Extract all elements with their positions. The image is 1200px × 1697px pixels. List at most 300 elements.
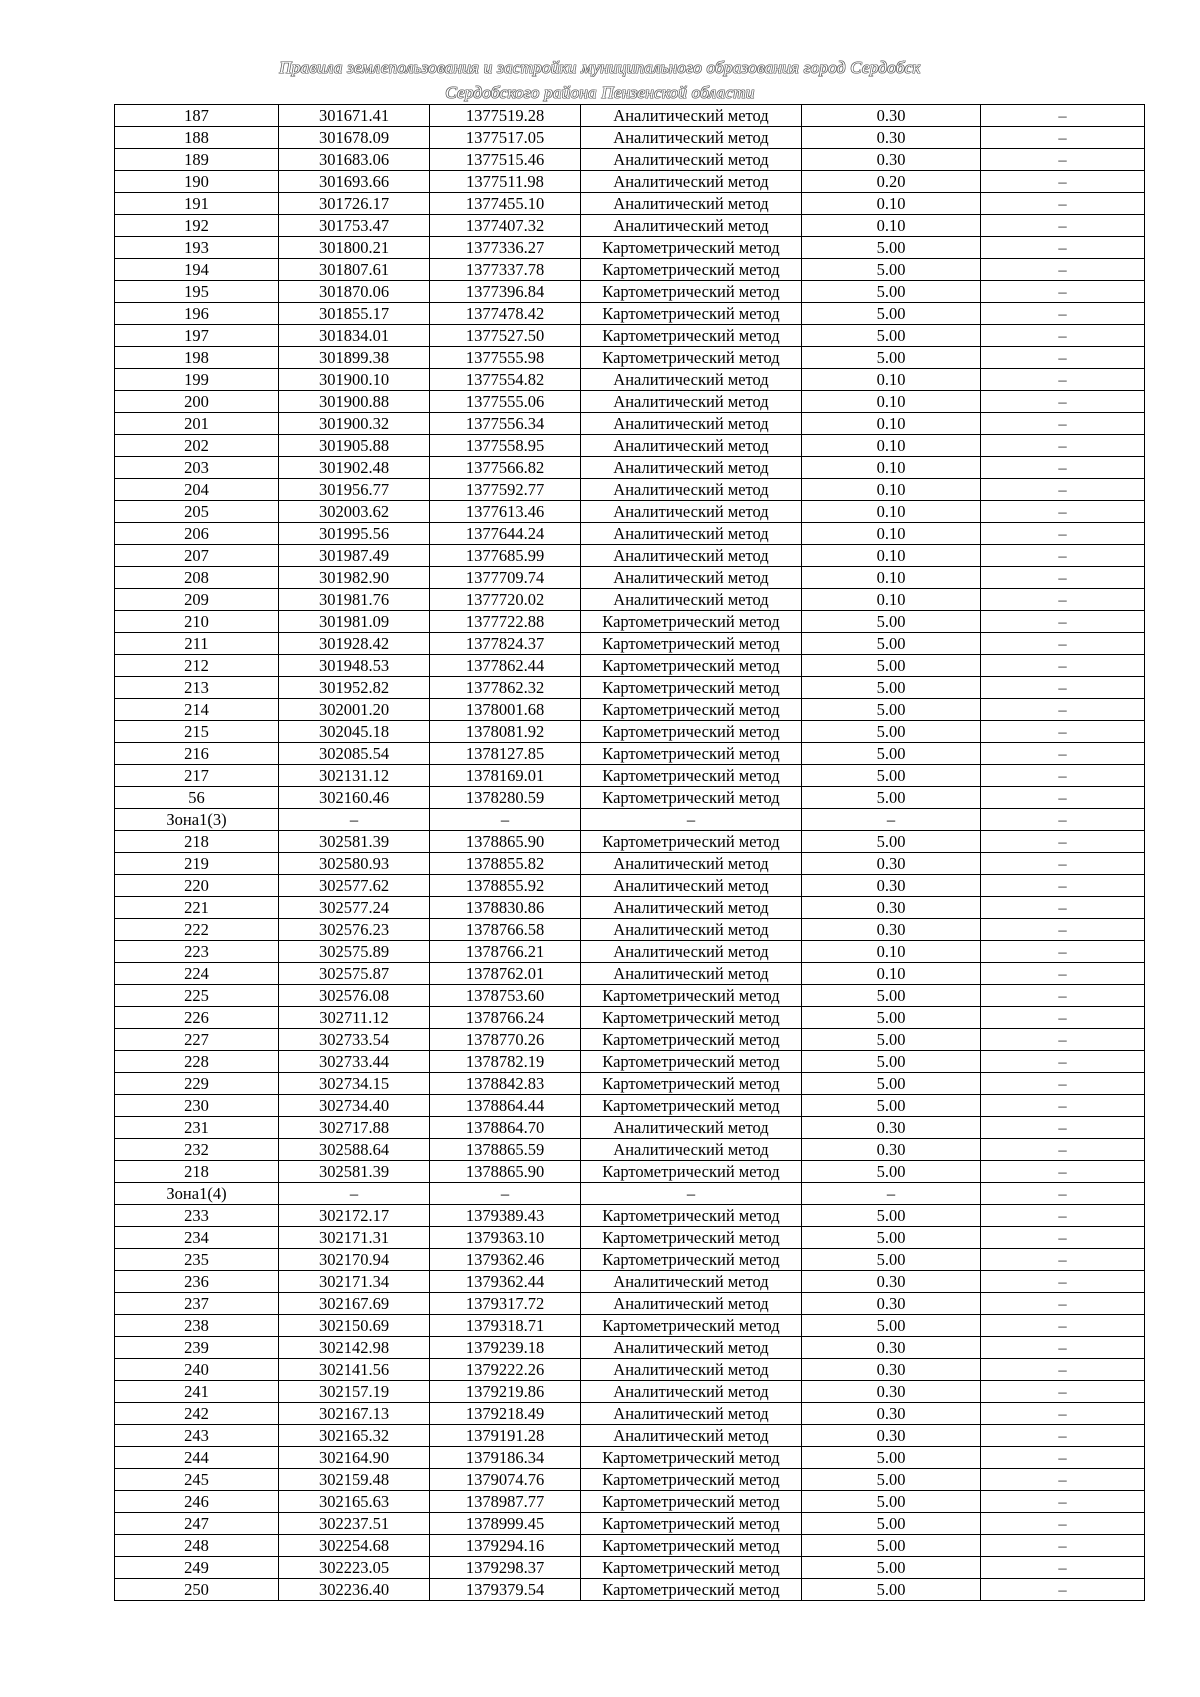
cell-method: Картометрический метод (581, 1491, 802, 1513)
cell-method: Аналитический метод (581, 1293, 802, 1315)
cell-coord-y: 1379362.44 (430, 1271, 581, 1293)
coordinates-table (114, 104, 1145, 1601)
table-row (115, 1029, 1145, 1051)
cell-coord-y: 1377336.27 (430, 237, 581, 259)
cell-coord-y: 1379362.46 (430, 1249, 581, 1271)
cell-note: – (981, 743, 1145, 765)
cell-coord-y: 1377720.02 (430, 589, 581, 611)
table-row (115, 1271, 1145, 1293)
cell-note: – (981, 567, 1145, 589)
cell-note: – (981, 303, 1145, 325)
cell-accuracy: 0.10 (802, 435, 981, 457)
cell-coord-y: – (430, 1183, 581, 1205)
cell-accuracy: 5.00 (802, 1579, 981, 1601)
cell-point-number: Зона1(4) (115, 1183, 279, 1205)
cell-accuracy: 5.00 (802, 1029, 981, 1051)
cell-point-number: 187 (115, 105, 279, 127)
cell-method: Картометрический метод (581, 347, 802, 369)
cell-note: – (981, 545, 1145, 567)
cell-coord-y: 1378855.82 (430, 853, 581, 875)
cell-accuracy: 5.00 (802, 281, 981, 303)
cell-accuracy: 0.10 (802, 963, 981, 985)
cell-method: Картометрический метод (581, 1535, 802, 1557)
cell-point-number: 200 (115, 391, 279, 413)
cell-coord-y: 1378753.60 (430, 985, 581, 1007)
table-row (115, 171, 1145, 193)
cell-note: – (981, 523, 1145, 545)
cell-point-number: 226 (115, 1007, 279, 1029)
cell-point-number: 250 (115, 1579, 279, 1601)
cell-note: – (981, 1007, 1145, 1029)
cell-point-number: 228 (115, 1051, 279, 1073)
cell-coord-x: 301928.42 (279, 633, 430, 655)
table-row (115, 215, 1145, 237)
table-row (115, 1381, 1145, 1403)
table-row (115, 479, 1145, 501)
cell-coord-x: 302577.62 (279, 875, 430, 897)
table-row (115, 875, 1145, 897)
cell-point-number: 219 (115, 853, 279, 875)
table-row (115, 985, 1145, 1007)
cell-coord-y: 1377558.95 (430, 435, 581, 457)
cell-accuracy: 5.00 (802, 1315, 981, 1337)
cell-method: Аналитический метод (581, 545, 802, 567)
cell-coord-y: 1378766.58 (430, 919, 581, 941)
cell-point-number: 189 (115, 149, 279, 171)
cell-method: Аналитический метод (581, 919, 802, 941)
cell-note: – (981, 1139, 1145, 1161)
cell-note: – (981, 1117, 1145, 1139)
cell-coord-x: 302236.40 (279, 1579, 430, 1601)
cell-method: Картометрический метод (581, 655, 802, 677)
table-row (115, 1315, 1145, 1337)
cell-note: – (981, 1535, 1145, 1557)
cell-accuracy: 0.30 (802, 1337, 981, 1359)
cell-point-number: 236 (115, 1271, 279, 1293)
cell-method: Картометрический метод (581, 1029, 802, 1051)
cell-note: – (981, 347, 1145, 369)
cell-coord-x: 302159.48 (279, 1469, 430, 1491)
cell-note: – (981, 1029, 1145, 1051)
table-row (115, 413, 1145, 435)
cell-note: – (981, 655, 1145, 677)
cell-point-number: 194 (115, 259, 279, 281)
cell-accuracy: 0.30 (802, 897, 981, 919)
cell-note: – (981, 875, 1145, 897)
cell-method: Аналитический метод (581, 523, 802, 545)
cell-point-number: 227 (115, 1029, 279, 1051)
cell-point-number: 197 (115, 325, 279, 347)
cell-method: Картометрический метод (581, 985, 802, 1007)
cell-method: Картометрический метод (581, 1073, 802, 1095)
cell-coord-y: 1378987.77 (430, 1491, 581, 1513)
cell-accuracy: 5.00 (802, 743, 981, 765)
cell-coord-x: 301981.76 (279, 589, 430, 611)
cell-coord-y: 1377613.46 (430, 501, 581, 523)
cell-method: Аналитический метод (581, 1403, 802, 1425)
cell-note: – (981, 919, 1145, 941)
cell-accuracy: 0.30 (802, 1271, 981, 1293)
cell-coord-y: 1378001.68 (430, 699, 581, 721)
cell-coord-y: 1377478.42 (430, 303, 581, 325)
cell-note: – (981, 589, 1145, 611)
cell-method: Картометрический метод (581, 1161, 802, 1183)
cell-coord-y: 1377592.77 (430, 479, 581, 501)
cell-method: Аналитический метод (581, 215, 802, 237)
cell-coord-x: 302711.12 (279, 1007, 430, 1029)
cell-coord-y: 1378855.92 (430, 875, 581, 897)
cell-note: – (981, 1337, 1145, 1359)
table-row (115, 677, 1145, 699)
cell-point-number: 202 (115, 435, 279, 457)
cell-method: Аналитический метод (581, 501, 802, 523)
cell-method: Аналитический метод (581, 457, 802, 479)
cell-accuracy: 5.00 (802, 1227, 981, 1249)
cell-coord-x: 302003.62 (279, 501, 430, 523)
table-row (115, 457, 1145, 479)
cell-accuracy: 0.10 (802, 413, 981, 435)
cell-method: Картометрический метод (581, 1249, 802, 1271)
cell-coord-x: 302717.88 (279, 1117, 430, 1139)
table-row (115, 259, 1145, 281)
cell-note: – (981, 149, 1145, 171)
coordinates-table-body (115, 105, 1145, 1601)
cell-accuracy: 0.30 (802, 149, 981, 171)
cell-coord-x: 301693.66 (279, 171, 430, 193)
cell-coord-x: 302577.24 (279, 897, 430, 919)
cell-coord-y: 1378127.85 (430, 743, 581, 765)
cell-accuracy: 5.00 (802, 1051, 981, 1073)
cell-method: Картометрический метод (581, 1513, 802, 1535)
cell-point-number: 218 (115, 1161, 279, 1183)
cell-point-number: 240 (115, 1359, 279, 1381)
cell-note: – (981, 1073, 1145, 1095)
table-row (115, 941, 1145, 963)
cell-method: Картометрический метод (581, 1315, 802, 1337)
table-row (115, 853, 1145, 875)
cell-method: Аналитический метод (581, 853, 802, 875)
cell-coord-y: 1377644.24 (430, 523, 581, 545)
cell-method: Картометрический метод (581, 259, 802, 281)
cell-note: – (981, 1403, 1145, 1425)
table-row (115, 1535, 1145, 1557)
cell-note: – (981, 171, 1145, 193)
table-row (115, 545, 1145, 567)
cell-accuracy: 0.30 (802, 1359, 981, 1381)
cell-accuracy: 0.30 (802, 919, 981, 941)
cell-method: Картометрический метод (581, 699, 802, 721)
cell-coord-y: 1378762.01 (430, 963, 581, 985)
cell-coord-x: 301900.32 (279, 413, 430, 435)
table-row (115, 523, 1145, 545)
cell-accuracy: 5.00 (802, 325, 981, 347)
cell-accuracy: 0.10 (802, 391, 981, 413)
cell-accuracy: 5.00 (802, 259, 981, 281)
cell-accuracy: 5.00 (802, 347, 981, 369)
cell-method: Аналитический метод (581, 1381, 802, 1403)
table-row (115, 303, 1145, 325)
cell-coord-y: 1378770.26 (430, 1029, 581, 1051)
cell-point-number: 237 (115, 1293, 279, 1315)
cell-point-number: 224 (115, 963, 279, 985)
cell-coord-x: 302141.56 (279, 1359, 430, 1381)
cell-point-number: 212 (115, 655, 279, 677)
cell-accuracy: 5.00 (802, 633, 981, 655)
cell-note: – (981, 1205, 1145, 1227)
cell-point-number: 199 (115, 369, 279, 391)
cell-coord-x: 302172.17 (279, 1205, 430, 1227)
cell-point-number: 229 (115, 1073, 279, 1095)
cell-note: – (981, 1381, 1145, 1403)
table-row (115, 325, 1145, 347)
cell-point-number: 239 (115, 1337, 279, 1359)
cell-method: Картометрический метод (581, 633, 802, 655)
cell-method: – (581, 1183, 802, 1205)
cell-accuracy: 0.10 (802, 545, 981, 567)
cell-coord-x: 302160.46 (279, 787, 430, 809)
cell-coord-x: 301952.82 (279, 677, 430, 699)
table-row (115, 1095, 1145, 1117)
cell-coord-x: 302575.89 (279, 941, 430, 963)
table-row (115, 1403, 1145, 1425)
cell-coord-x: 301671.41 (279, 105, 430, 127)
page-header (0, 55, 1200, 105)
cell-coord-x: 301678.09 (279, 127, 430, 149)
cell-point-number: 191 (115, 193, 279, 215)
cell-coord-x: 302581.39 (279, 831, 430, 853)
table-row (115, 1051, 1145, 1073)
table-row (115, 105, 1145, 127)
cell-coord-y: 1378830.86 (430, 897, 581, 919)
table-row (115, 633, 1145, 655)
cell-coord-x: 302223.05 (279, 1557, 430, 1579)
cell-accuracy: 5.00 (802, 985, 981, 1007)
cell-note: – (981, 787, 1145, 809)
cell-coord-x: 302164.90 (279, 1447, 430, 1469)
table-row (115, 655, 1145, 677)
cell-coord-x: 301948.53 (279, 655, 430, 677)
cell-coord-x: – (279, 1183, 430, 1205)
cell-accuracy: 5.00 (802, 1469, 981, 1491)
cell-coord-y: 1379218.49 (430, 1403, 581, 1425)
table-row (115, 787, 1145, 809)
cell-accuracy: 0.10 (802, 523, 981, 545)
cell-note: – (981, 127, 1145, 149)
cell-method: Картометрический метод (581, 1051, 802, 1073)
cell-accuracy: 5.00 (802, 611, 981, 633)
table-row (115, 237, 1145, 259)
cell-coord-x: 301900.88 (279, 391, 430, 413)
cell-coord-y: 1377824.37 (430, 633, 581, 655)
cell-coord-x: 302734.40 (279, 1095, 430, 1117)
table-row (115, 1557, 1145, 1579)
cell-accuracy: 5.00 (802, 1007, 981, 1029)
cell-method: Картометрический метод (581, 1579, 802, 1601)
table-row (115, 1073, 1145, 1095)
table-row (115, 1579, 1145, 1601)
cell-point-number: 241 (115, 1381, 279, 1403)
table-row (115, 1117, 1145, 1139)
cell-accuracy: 5.00 (802, 1161, 981, 1183)
cell-note: – (981, 325, 1145, 347)
cell-note: – (981, 1491, 1145, 1513)
cell-note: – (981, 1447, 1145, 1469)
cell-point-number: 244 (115, 1447, 279, 1469)
cell-coord-x: 302734.15 (279, 1073, 430, 1095)
cell-note: – (981, 1271, 1145, 1293)
cell-point-number: Зона1(3) (115, 809, 279, 831)
cell-coord-x: 302576.23 (279, 919, 430, 941)
table-row (115, 589, 1145, 611)
cell-coord-x: 302733.54 (279, 1029, 430, 1051)
cell-method: Картометрический метод (581, 281, 802, 303)
cell-point-number: 207 (115, 545, 279, 567)
cell-point-number: 190 (115, 171, 279, 193)
cell-point-number: 216 (115, 743, 279, 765)
cell-coord-x: 302580.93 (279, 853, 430, 875)
table-row (115, 1425, 1145, 1447)
cell-coord-x: 301870.06 (279, 281, 430, 303)
cell-coord-y: 1378766.21 (430, 941, 581, 963)
cell-method: Аналитический метод (581, 963, 802, 985)
cell-method: Аналитический метод (581, 149, 802, 171)
cell-accuracy: 5.00 (802, 1557, 981, 1579)
cell-point-number: 195 (115, 281, 279, 303)
cell-accuracy: 0.10 (802, 215, 981, 237)
table-row (115, 1249, 1145, 1271)
cell-accuracy: 0.10 (802, 567, 981, 589)
table-row (115, 699, 1145, 721)
cell-point-number: 225 (115, 985, 279, 1007)
cell-method: Аналитический метод (581, 435, 802, 457)
cell-note: – (981, 1557, 1145, 1579)
cell-note: – (981, 1513, 1145, 1535)
cell-coord-y: 1377519.28 (430, 105, 581, 127)
cell-coord-y: 1379222.26 (430, 1359, 581, 1381)
cell-coord-x: 301683.06 (279, 149, 430, 171)
cell-coord-y: 1377862.32 (430, 677, 581, 699)
cell-coord-x: 301753.47 (279, 215, 430, 237)
cell-method: Картометрический метод (581, 1205, 802, 1227)
cell-coord-y: – (430, 809, 581, 831)
cell-coord-x: 301834.01 (279, 325, 430, 347)
cell-method: Аналитический метод (581, 105, 802, 127)
cell-method: Картометрический метод (581, 1557, 802, 1579)
cell-coord-x: 302254.68 (279, 1535, 430, 1557)
cell-point-number: 235 (115, 1249, 279, 1271)
cell-coord-y: 1379074.76 (430, 1469, 581, 1491)
cell-accuracy: 5.00 (802, 765, 981, 787)
cell-coord-y: 1377396.84 (430, 281, 581, 303)
cell-accuracy: 5.00 (802, 655, 981, 677)
cell-method: Картометрический метод (581, 1007, 802, 1029)
cell-note: – (981, 853, 1145, 875)
cell-note: – (981, 1359, 1145, 1381)
cell-coord-x: 301899.38 (279, 347, 430, 369)
cell-point-number: 218 (115, 831, 279, 853)
cell-coord-x: 302001.20 (279, 699, 430, 721)
cell-accuracy: 0.30 (802, 853, 981, 875)
cell-coord-x: 301855.17 (279, 303, 430, 325)
cell-method: Аналитический метод (581, 193, 802, 215)
cell-method: Картометрический метод (581, 303, 802, 325)
cell-note: – (981, 193, 1145, 215)
cell-accuracy: 5.00 (802, 1513, 981, 1535)
cell-point-number: 245 (115, 1469, 279, 1491)
cell-coord-y: 1379219.86 (430, 1381, 581, 1403)
cell-accuracy: 0.10 (802, 479, 981, 501)
cell-method: – (581, 809, 802, 831)
cell-coord-x: 302171.34 (279, 1271, 430, 1293)
table-row (115, 501, 1145, 523)
cell-point-number: 223 (115, 941, 279, 963)
cell-method: Картометрический метод (581, 721, 802, 743)
table-row (115, 919, 1145, 941)
cell-note: – (981, 413, 1145, 435)
cell-accuracy: 5.00 (802, 1205, 981, 1227)
cell-point-number: 234 (115, 1227, 279, 1249)
cell-coord-y: 1378169.01 (430, 765, 581, 787)
cell-coord-x: 302167.69 (279, 1293, 430, 1315)
cell-coord-x: 302157.19 (279, 1381, 430, 1403)
cell-method: Аналитический метод (581, 941, 802, 963)
cell-note: – (981, 1315, 1145, 1337)
cell-coord-x: 302165.32 (279, 1425, 430, 1447)
cell-method: Картометрический метод (581, 237, 802, 259)
cell-point-number: 230 (115, 1095, 279, 1117)
cell-coord-x: 301900.10 (279, 369, 430, 391)
table-row (115, 809, 1145, 831)
cell-coord-y: 1379239.18 (430, 1337, 581, 1359)
cell-note: – (981, 105, 1145, 127)
cell-coord-y: 1377455.10 (430, 193, 581, 215)
cell-method: Аналитический метод (581, 369, 802, 391)
cell-accuracy: 0.10 (802, 193, 981, 215)
cell-method: Картометрический метод (581, 611, 802, 633)
cell-coord-y: 1379318.71 (430, 1315, 581, 1337)
table-row (115, 193, 1145, 215)
cell-coord-y: 1379191.28 (430, 1425, 581, 1447)
cell-coord-x: 302045.18 (279, 721, 430, 743)
cell-accuracy: 5.00 (802, 1095, 981, 1117)
table-row (115, 721, 1145, 743)
cell-coord-y: 1378865.90 (430, 831, 581, 853)
table-row (115, 435, 1145, 457)
cell-accuracy: 5.00 (802, 1073, 981, 1095)
cell-note: – (981, 765, 1145, 787)
cell-coord-x: 302733.44 (279, 1051, 430, 1073)
cell-method: Картометрический метод (581, 677, 802, 699)
cell-note: – (981, 633, 1145, 655)
cell-point-number: 238 (115, 1315, 279, 1337)
cell-coord-y: 1378864.70 (430, 1117, 581, 1139)
table-row (115, 347, 1145, 369)
table-row (115, 611, 1145, 633)
cell-coord-y: 1377337.78 (430, 259, 581, 281)
cell-coord-x: 301987.49 (279, 545, 430, 567)
cell-point-number: 214 (115, 699, 279, 721)
cell-method: Картометрический метод (581, 1469, 802, 1491)
cell-accuracy: 0.30 (802, 105, 981, 127)
cell-coord-x: 301726.17 (279, 193, 430, 215)
cell-coord-x: 301995.56 (279, 523, 430, 545)
cell-accuracy: 0.30 (802, 1293, 981, 1315)
cell-point-number: 188 (115, 127, 279, 149)
cell-note: – (981, 435, 1145, 457)
cell-accuracy: 5.00 (802, 787, 981, 809)
cell-coord-x: 302581.39 (279, 1161, 430, 1183)
cell-coord-y: 1377862.44 (430, 655, 581, 677)
